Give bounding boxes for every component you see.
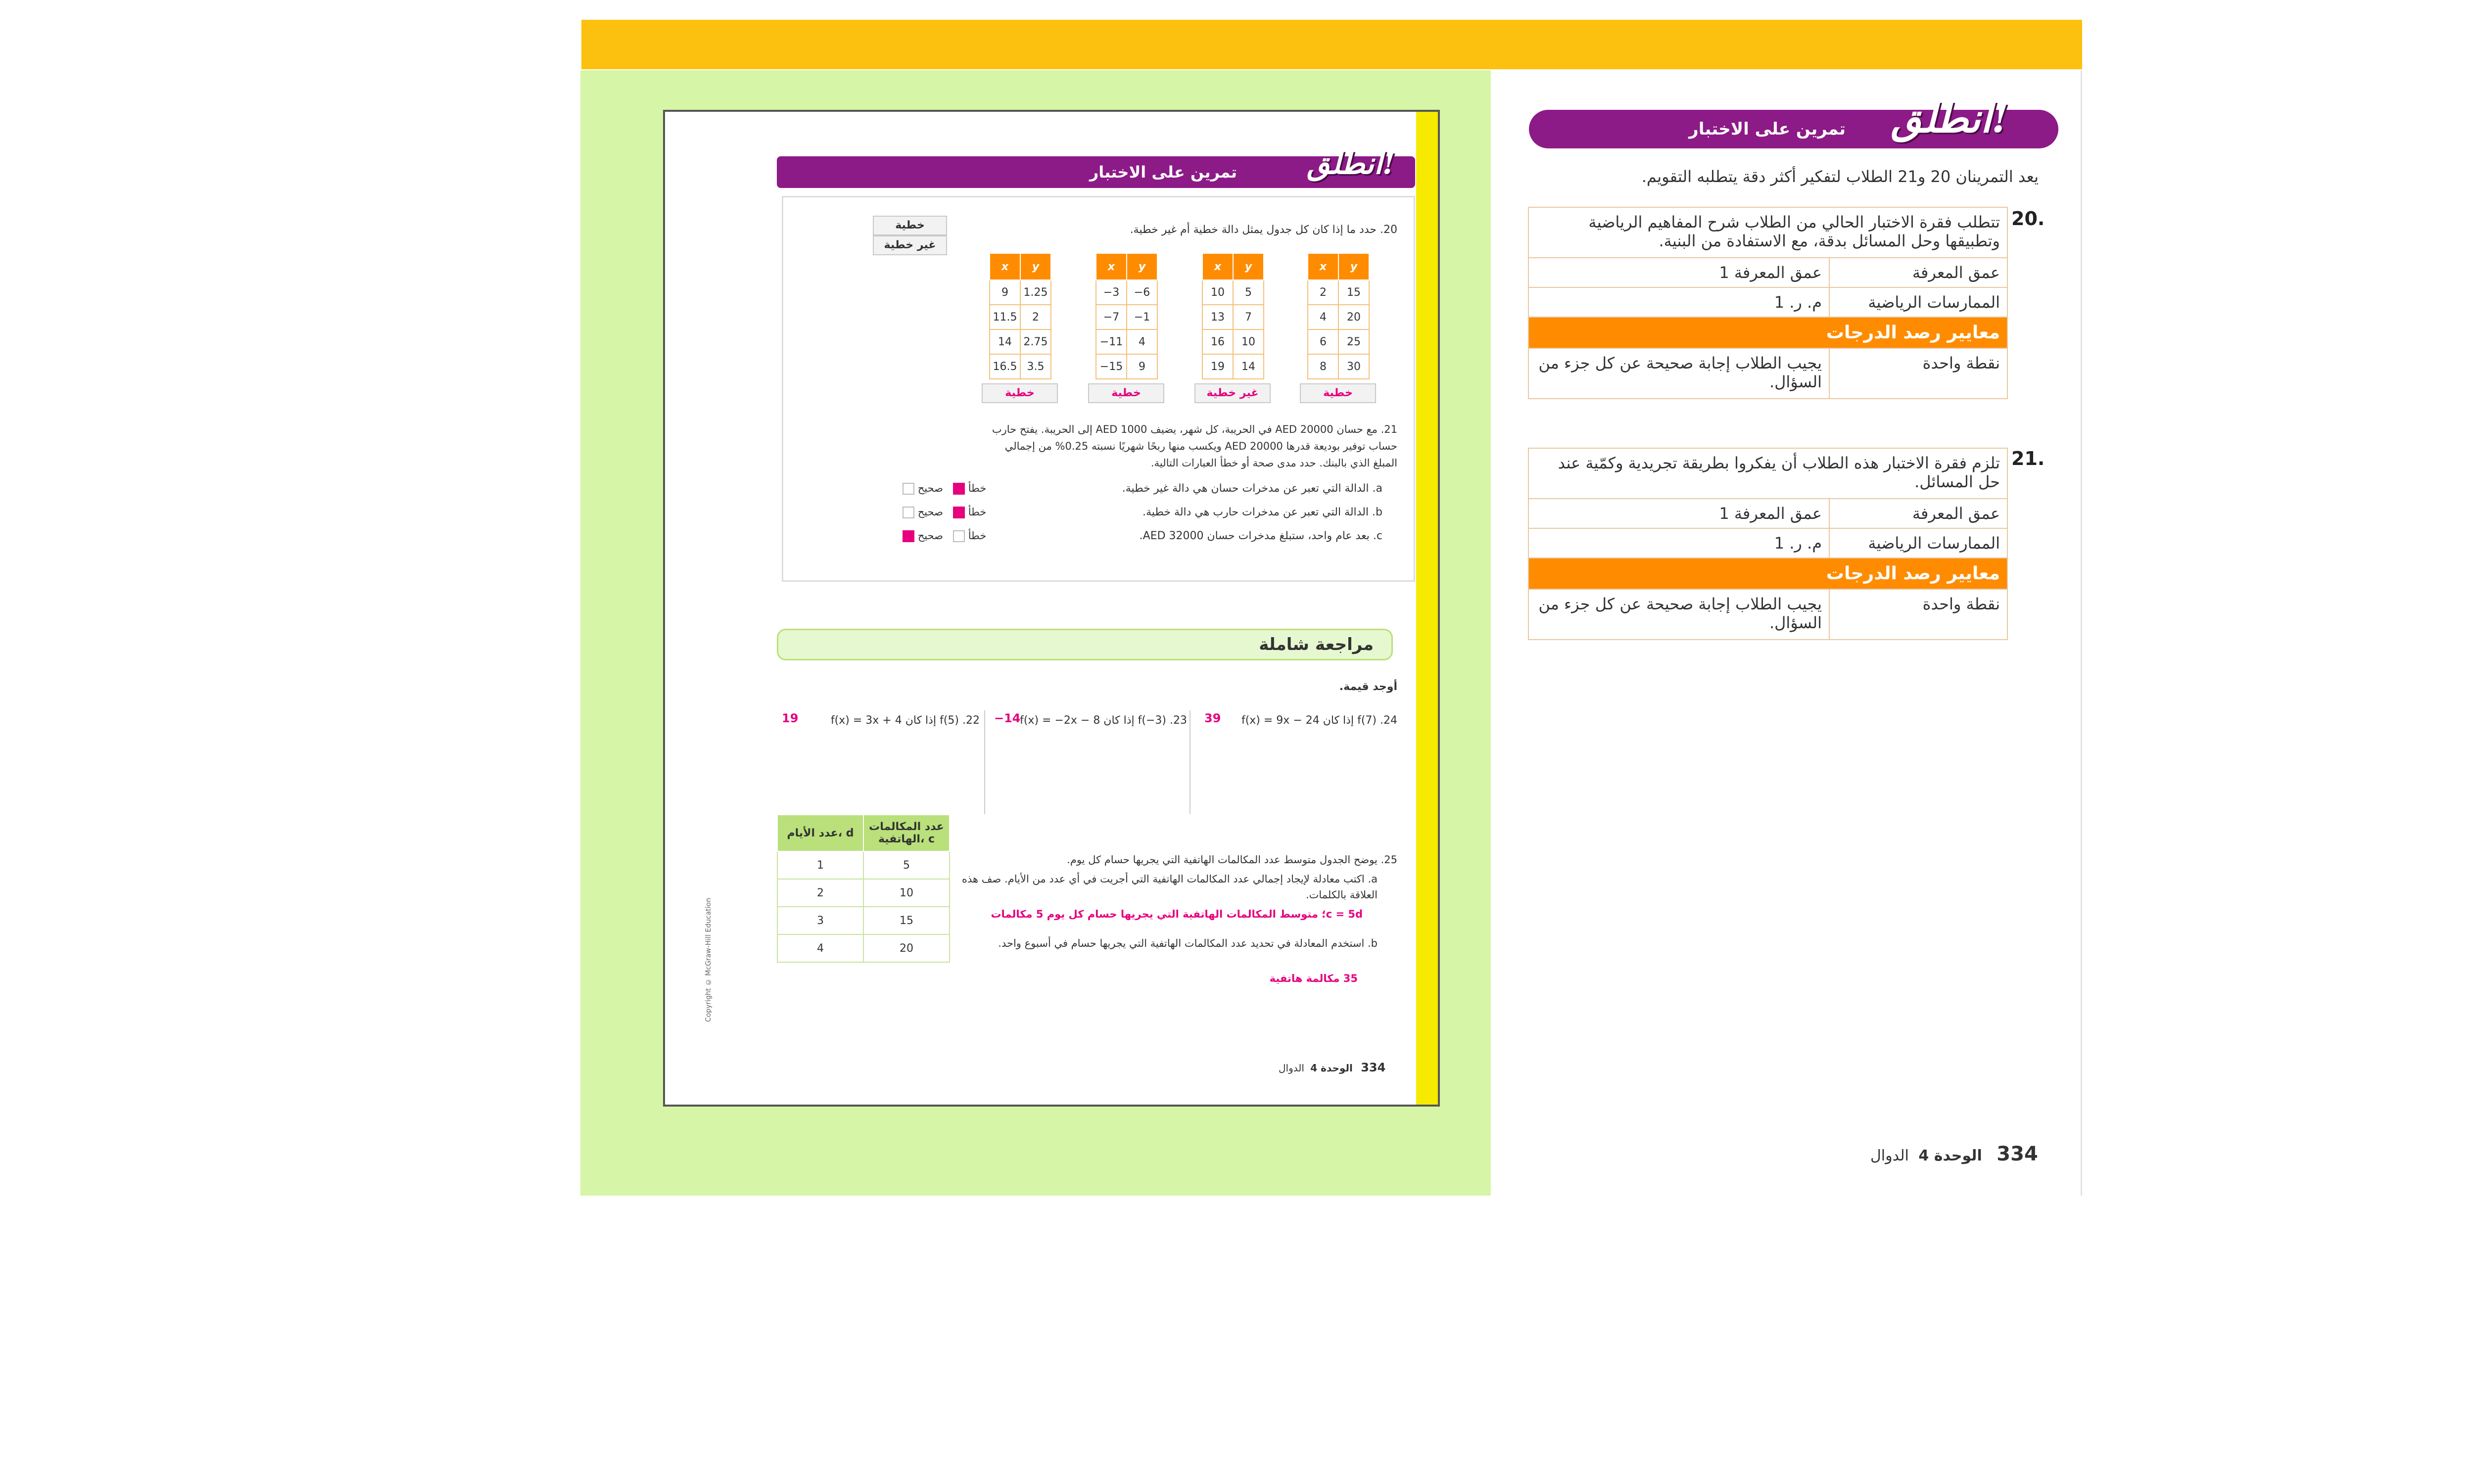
phone-header-calls: عدد المكالمات الهاتفية، c — [863, 815, 950, 851]
statement-c-false-checkbox[interactable] — [953, 530, 965, 542]
right-q21-table — [1528, 448, 2008, 640]
statement-a: a. الدالة التي تعبر عن مدخرات حسان هي دالة غير خطية. خطأ صحيح — [903, 480, 1397, 500]
find-value: أوجد قيمة. — [1339, 681, 1397, 693]
q21-practice-label: الممارسات الرياضية — [1829, 528, 2007, 558]
statement-c-true-checkbox[interactable] — [903, 530, 914, 542]
inner-footer: 334 الوحدة 4 الدوال — [1279, 1061, 1386, 1074]
phone-calls-table: عدد الأيام، d عدد المكالمات الهاتفية، c 1 5 2 10 3 15 4 20 — [777, 814, 950, 963]
review-header: مراجعة شاملة — [777, 629, 1393, 660]
q21-dok-value: عمق المعرفة 1 — [1528, 499, 1829, 528]
q20-dok-label: عمق المعرفة — [1829, 258, 2007, 287]
exercise-22-answer: 19 — [782, 711, 799, 725]
exercise-24: 24. f(7) إذا كان f(x) = 9x − 24 39 — [1204, 711, 1397, 727]
exercise-23: 23. f(−3) إذا كان f(x) = −2x − 8 −14 — [994, 711, 1187, 727]
phone-header-days: عدد الأيام، d — [777, 815, 863, 851]
xy-table-1: x y 2 15 4 20 6 25 8 30 خطية — [1307, 253, 1376, 403]
right-banner — [1529, 95, 2058, 148]
xy-table-4: x y 9 1.25 11.5 2 14 2.75 16.5 3.5 خطية — [989, 253, 1058, 403]
exercise-24-answer: 39 — [1204, 711, 1221, 725]
q25-text: 25. يوضح الجدول متوسط عدد المكالمات الهاتفية التي يجريها حسام كل يوم. — [1067, 854, 1397, 866]
q21-line-3: المبلغ الذي بالبنك. حدد مدى صحة أو خطأ العبارات التالية. — [1150, 457, 1397, 469]
q20-rubric-label: نقطة واحدة — [1829, 348, 2007, 399]
q21-description: تلزم فقرة الاختبار هذه الطلاب أن يفكروا بطريقة تجريدية وكمّية عند حل المسائل. — [1528, 448, 2007, 499]
q20-dok-value: عمق المعرفة 1 — [1528, 258, 1829, 287]
q21-line-2: حساب توفير بوديعة قدرها AED 20000 ويكسب منها ربحًا شهريًا نسبته 0.25% من إجمالي — [1004, 440, 1397, 452]
q20-rubric-value: يجيب الطلاب إجابة صحيحة عن كل جزء من السؤال. — [1528, 348, 1829, 399]
page-edge-yellow — [1416, 112, 1438, 1105]
xy-table-2-answer: غير خطية — [1194, 383, 1271, 403]
legend-box — [873, 216, 947, 255]
right-intro: يعد التمرينان 20 و21 الطلاب لتفكير أكثر دقة يتطلبه التقويم. — [1641, 167, 2039, 186]
statement-b: b. الدالة التي تعبر عن مدخرات حارب هي دالة خطية. خطأ صحيح — [903, 504, 1397, 524]
statement-b-true-checkbox[interactable] — [903, 507, 914, 518]
q21-rubric-header: معايير رصد الدرجات — [1528, 558, 2007, 589]
right-banner-logo: انطلق! — [1891, 95, 2009, 141]
q20-rubric-header: معايير رصد الدرجات — [1528, 317, 2007, 348]
xy-table-3-answer: خطية — [1088, 383, 1164, 403]
statement-b-false-checkbox[interactable] — [953, 507, 965, 518]
q21-rubric-value: يجيب الطلاب إجابة صحيحة عن كل جزء من السؤال. — [1528, 589, 1829, 640]
xy-table-4-answer: خطية — [982, 383, 1058, 403]
legend-linear: خطية — [873, 216, 947, 235]
right-footer — [1870, 1143, 2038, 1165]
q20-practice-value: م. ر. 1 — [1528, 287, 1829, 317]
right-footer-unit: الوحدة 4 — [1918, 1147, 1982, 1164]
inner-banner-logo: انطلق! — [1307, 146, 1395, 181]
right-footer-page: 334 — [1997, 1143, 2038, 1165]
right-q20-number: 20. — [2011, 208, 2045, 230]
q25a-text: a. اكتب معادلة لإيجاد إجمالي عدد المكالمات الهاتفية التي أجريت في أي عدد من الأيام. صف هذه العلاقة بالكلمات. — [962, 873, 1378, 901]
q21-dok-label: عمق المعرفة — [1829, 499, 2007, 528]
q25a-answer: c = 5d؛ متوسط المكالمات الهاتفية التي يجريها حسام كل يوم 5 مكالمات — [991, 908, 1363, 920]
xy-table-1-answer: خطية — [1300, 383, 1376, 403]
right-banner-title: تمرين على الاختبار — [1689, 119, 1846, 139]
exercise-22: 22. f(5) إذا كان f(x) = 3x + 4 19 — [782, 711, 980, 727]
right-q20-table — [1528, 207, 2008, 399]
xy-table-2: x y 10 5 13 7 16 10 19 14 غير خطية — [1202, 253, 1271, 403]
q21-line-1: 21. مع حسان AED 20000 في الحريبة، كل شهر، يضيف AED 1000 إلى الحريبة. يفتح حارب — [992, 423, 1397, 435]
statement-c: c. بعد عام واحد، ستبلغ مدخرات حسان AED 32000. خطأ صحيح — [903, 528, 1397, 548]
student-page-preview — [663, 110, 1440, 1107]
legend-nonlinear: غير خطية — [873, 235, 947, 255]
statement-a-true-checkbox[interactable] — [903, 483, 914, 495]
q20-practice-label: الممارسات الرياضية — [1829, 287, 2007, 317]
q20-text: 20. حدد ما إذا كان كل جدول يمثل دالة خطية أم غير خطية. — [1130, 224, 1397, 236]
top-color-bar — [581, 20, 2082, 69]
inner-banner — [777, 146, 1415, 188]
q25b-text: b. استخدم المعادلة في تحديد عدد المكالمات الهاتفية التي يجريها حسام في أسبوع واحد. — [998, 937, 1378, 949]
side-copyright: Copyright © McGraw-Hill Education — [705, 897, 713, 1022]
right-q21-number: 21. — [2011, 448, 2045, 469]
inner-banner-title: تمرين على الاختبار — [1089, 163, 1237, 182]
q21-rubric-label: نقطة واحدة — [1829, 589, 2007, 640]
right-footer-subtitle: الدوال — [1870, 1147, 1909, 1164]
xy-table-3: x y −3 −6 −7 −1 −11 4 −15 9 خطية — [1095, 253, 1164, 403]
q20-description: تتطلب فقرة الاختبار الحالي من الطلاب شرح المفاهيم الرياضية وتطبيقها وحل المسائل بدقة، مع الاستفادة من البنية. — [1528, 207, 2007, 258]
q25b-answer: 35 مكالمة هاتفية — [1269, 973, 1358, 984]
q21-practice-value: م. ر. 1 — [1528, 528, 1829, 558]
statement-a-false-checkbox[interactable] — [953, 483, 965, 495]
exercise-23-answer: −14 — [994, 711, 1021, 725]
